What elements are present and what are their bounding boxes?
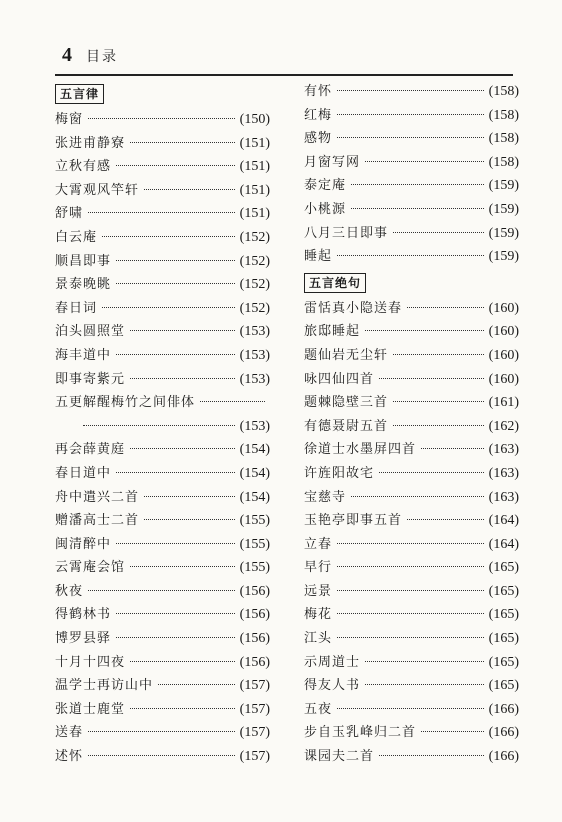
toc-entry-title: 有德聂尉五首 bbox=[304, 418, 389, 434]
toc-entry-page: (158) bbox=[488, 84, 519, 99]
toc-entry-list bbox=[304, 297, 519, 769]
toc-entry bbox=[304, 580, 519, 604]
toc-entry bbox=[304, 533, 519, 557]
toc-entry-page: (160) bbox=[488, 324, 519, 340]
toc-entry-title: 闽清醉中 bbox=[55, 536, 112, 552]
toc-entry bbox=[304, 651, 519, 675]
toc-entry-page: (155) bbox=[239, 536, 270, 552]
toc-entry-page: (165) bbox=[488, 631, 519, 647]
toc-entry-page: (161) bbox=[488, 395, 519, 411]
toc-entry-page: (152) bbox=[239, 277, 270, 293]
toc-entry-page: (151) bbox=[239, 182, 270, 198]
toc-entry-page: (164) bbox=[488, 536, 519, 552]
toc-entry-title: 立秋有感 bbox=[55, 159, 112, 175]
toc-entry bbox=[304, 222, 519, 246]
dot-leader bbox=[407, 307, 484, 308]
toc-entry-page: (156) bbox=[239, 607, 270, 623]
toc-entry-title: 宝慈寺 bbox=[304, 489, 347, 505]
toc-entry-page: (151) bbox=[239, 206, 270, 222]
toc-entry bbox=[304, 603, 519, 627]
toc-entry-title: 十月十四夜 bbox=[55, 654, 126, 670]
toc-entry-title: 春日道中 bbox=[55, 465, 112, 481]
toc-entry-page: (163) bbox=[488, 489, 519, 505]
toc-left-column bbox=[55, 80, 270, 769]
toc-entry-title: 张进甫静寮 bbox=[55, 135, 126, 151]
toc-entry-page: (152) bbox=[239, 253, 270, 269]
dot-leader bbox=[379, 755, 484, 756]
toc-entry-title: 赠潘高士二首 bbox=[55, 513, 140, 529]
toc-entry bbox=[55, 132, 270, 156]
toc-entry-page: (159) bbox=[488, 201, 519, 217]
toc-entry-title: 玉艳亭即事五首 bbox=[304, 513, 403, 529]
toc-entry-page: (152) bbox=[239, 300, 270, 316]
toc-entry bbox=[304, 509, 519, 533]
toc-entry bbox=[304, 127, 519, 151]
dot-leader bbox=[337, 137, 484, 138]
toc-entry bbox=[304, 462, 519, 486]
toc-entry-title: 舒啸 bbox=[55, 206, 84, 222]
dot-leader bbox=[337, 637, 484, 638]
dot-leader bbox=[421, 448, 484, 449]
toc-entry bbox=[55, 462, 270, 486]
dot-leader bbox=[116, 165, 235, 166]
dot-leader bbox=[130, 661, 235, 662]
toc-entry-title: 海丰道中 bbox=[55, 347, 112, 363]
dot-leader bbox=[379, 378, 484, 379]
section-heading bbox=[55, 80, 270, 108]
toc-entry-page: (159) bbox=[488, 249, 519, 265]
toc-right-column bbox=[304, 80, 519, 769]
dot-leader bbox=[102, 307, 235, 308]
toc-entry bbox=[304, 198, 519, 222]
toc-entry bbox=[55, 651, 270, 675]
toc-entry bbox=[304, 698, 519, 722]
toc-entry-title: 早行 bbox=[304, 560, 333, 576]
toc-entry-page: (154) bbox=[239, 465, 270, 481]
dot-leader bbox=[337, 255, 484, 256]
section-heading bbox=[304, 269, 519, 297]
toc-entry-page: (164) bbox=[488, 513, 519, 529]
toc-entry bbox=[55, 155, 270, 179]
toc-entry bbox=[55, 297, 270, 321]
dot-leader bbox=[102, 236, 235, 237]
toc-entry-page: (155) bbox=[239, 513, 270, 529]
dot-leader bbox=[337, 114, 484, 115]
dot-leader bbox=[116, 260, 235, 261]
toc-entry bbox=[304, 391, 519, 415]
toc-entry bbox=[55, 368, 270, 392]
dot-leader bbox=[337, 590, 484, 591]
dot-leader bbox=[200, 401, 265, 402]
dot-leader bbox=[144, 519, 235, 520]
toc-entry-page: (159) bbox=[488, 178, 519, 194]
dot-leader bbox=[393, 401, 484, 402]
toc-entry-title: 许旌阳故宅 bbox=[304, 465, 375, 481]
toc-entry-title: 顺昌即事 bbox=[55, 253, 112, 269]
toc-entry-page: (165) bbox=[488, 607, 519, 623]
dot-leader bbox=[116, 613, 235, 614]
toc-entry-title: 有怀 bbox=[304, 84, 333, 99]
toc-entry-title: 博罗县驿 bbox=[55, 631, 112, 647]
toc-entry bbox=[55, 721, 270, 745]
toc-entry-page: (158) bbox=[488, 131, 519, 147]
toc-entry-page: (160) bbox=[488, 347, 519, 363]
toc-entry-title: 立春 bbox=[304, 536, 333, 552]
dot-leader bbox=[421, 731, 484, 732]
toc-entry-page: (154) bbox=[239, 489, 270, 505]
header-title: 目录 bbox=[86, 49, 118, 65]
dot-leader bbox=[393, 354, 484, 355]
toc-entry-title: 江头 bbox=[304, 631, 333, 647]
toc-entry-page: (158) bbox=[488, 107, 519, 123]
toc-entry-page: (159) bbox=[488, 225, 519, 241]
toc-entry-title: 张道士鹿堂 bbox=[55, 701, 126, 717]
toc-entry-page: (165) bbox=[488, 583, 519, 599]
dot-leader bbox=[351, 184, 484, 185]
toc-entry bbox=[55, 391, 270, 415]
toc-entry-title: 秋夜 bbox=[55, 583, 84, 599]
dot-leader bbox=[144, 189, 235, 190]
toc-entry bbox=[55, 509, 270, 533]
page-number: 4 bbox=[62, 44, 72, 66]
toc-entry-title: 睡起 bbox=[304, 249, 333, 265]
dot-leader bbox=[130, 708, 235, 709]
dot-leader bbox=[88, 755, 235, 756]
toc-entry-title: 题棘隐壁三首 bbox=[304, 395, 389, 411]
dot-leader bbox=[88, 590, 235, 591]
toc-entry-page: (160) bbox=[488, 371, 519, 387]
toc-entry-title: 课园夫二首 bbox=[304, 749, 375, 765]
toc-entry-title: 五更解醒梅竹之间俳体 bbox=[55, 395, 196, 411]
dot-leader bbox=[365, 330, 484, 331]
toc-entry-page: (163) bbox=[488, 465, 519, 481]
toc-entry-page: (166) bbox=[488, 701, 519, 717]
toc-entry-title: 即事寄紫元 bbox=[55, 371, 126, 387]
toc-entry bbox=[304, 80, 519, 104]
toc-entry bbox=[55, 533, 270, 557]
dot-leader bbox=[83, 425, 235, 426]
toc-entry bbox=[304, 486, 519, 510]
toc-entry bbox=[304, 745, 519, 769]
toc-entry-page: (166) bbox=[488, 725, 519, 741]
toc-entry-title: 景泰晚眺 bbox=[55, 277, 112, 293]
toc-entry bbox=[55, 415, 270, 439]
toc-entry-title: 白云庵 bbox=[55, 229, 98, 245]
toc-entry-title: 得鹤林书 bbox=[55, 607, 112, 623]
dot-leader bbox=[393, 425, 484, 426]
toc-entry-page: (155) bbox=[239, 560, 270, 576]
toc-entry-title: 咏四仙四首 bbox=[304, 371, 375, 387]
toc-entry bbox=[304, 415, 519, 439]
toc-entry bbox=[55, 745, 270, 769]
dot-leader bbox=[116, 472, 235, 473]
toc-entry bbox=[55, 438, 270, 462]
dot-leader bbox=[379, 472, 484, 473]
toc-entry-page: (152) bbox=[239, 229, 270, 245]
toc-entry bbox=[55, 202, 270, 226]
section-title: 五言绝句 bbox=[304, 273, 366, 293]
dot-leader bbox=[158, 684, 235, 685]
dot-leader bbox=[351, 496, 484, 497]
toc-entry-page: (157) bbox=[239, 701, 270, 717]
toc-entry bbox=[304, 556, 519, 580]
toc-entry bbox=[304, 627, 519, 651]
dot-leader bbox=[337, 566, 484, 567]
dot-leader bbox=[88, 731, 235, 732]
dot-leader bbox=[116, 354, 235, 355]
toc-entry-list bbox=[55, 108, 270, 769]
dot-leader bbox=[407, 519, 484, 520]
toc-entry-list bbox=[304, 80, 519, 269]
toc-entry-title: 再会薛黄庭 bbox=[55, 442, 126, 458]
toc-entry bbox=[304, 368, 519, 392]
dot-leader bbox=[130, 330, 235, 331]
page-header bbox=[62, 44, 118, 67]
toc-entry-title: 泰定庵 bbox=[304, 178, 347, 194]
toc-entry-title: 大霄观风竿轩 bbox=[55, 182, 140, 198]
dot-leader bbox=[337, 613, 484, 614]
toc-entry-page: (153) bbox=[239, 324, 270, 340]
toc-entry bbox=[55, 226, 270, 250]
toc-entry bbox=[55, 250, 270, 274]
toc-entry-title: 春日词 bbox=[55, 300, 98, 316]
toc-entry-page: (150) bbox=[239, 112, 270, 127]
toc-entry bbox=[55, 580, 270, 604]
dot-leader bbox=[116, 283, 235, 284]
toc-entry-title: 远景 bbox=[304, 583, 333, 599]
dot-leader bbox=[130, 448, 235, 449]
dot-leader bbox=[144, 496, 235, 497]
section-title: 五言律 bbox=[55, 84, 104, 104]
toc-entry-page: (156) bbox=[239, 631, 270, 647]
dot-leader bbox=[88, 118, 235, 119]
toc-entry-title: 梅花 bbox=[304, 607, 333, 623]
toc-entry bbox=[304, 104, 519, 128]
header-rule bbox=[55, 74, 513, 76]
dot-leader bbox=[337, 708, 484, 709]
dot-leader bbox=[337, 543, 484, 544]
toc-entry-title: 得友人书 bbox=[304, 678, 361, 694]
toc-entry bbox=[304, 438, 519, 462]
toc-entry bbox=[55, 486, 270, 510]
toc-entry-page: (158) bbox=[488, 154, 519, 170]
toc-entry-title: 泊头圆照堂 bbox=[55, 324, 126, 340]
toc-entry-page: (156) bbox=[239, 654, 270, 670]
toc-entry-title: 步自玉乳峰归二首 bbox=[304, 725, 417, 741]
toc-entry-title: 题仙岩无尘轩 bbox=[304, 347, 389, 363]
toc-entry-title: 舟中遣兴二首 bbox=[55, 489, 140, 505]
toc-entry-title: 红梅 bbox=[304, 107, 333, 123]
toc-entry bbox=[55, 674, 270, 698]
toc-entry bbox=[304, 344, 519, 368]
toc-entry-title: 八月三日即事 bbox=[304, 225, 389, 241]
dot-leader bbox=[130, 566, 235, 567]
toc-entry-page: (160) bbox=[488, 300, 519, 316]
toc-entry-title: 感物 bbox=[304, 131, 333, 147]
toc-entry-page: (163) bbox=[488, 442, 519, 458]
toc-entry-page: (165) bbox=[488, 560, 519, 576]
toc-entry bbox=[304, 721, 519, 745]
toc-entry-title: 送春 bbox=[55, 725, 84, 741]
toc-entry-title: 云霄庵会馆 bbox=[55, 560, 126, 576]
dot-leader bbox=[130, 378, 235, 379]
toc-entry bbox=[55, 273, 270, 297]
dot-leader bbox=[351, 208, 484, 209]
toc-entry-title: 旅邸睡起 bbox=[304, 324, 361, 340]
toc-entry-page: (156) bbox=[239, 583, 270, 599]
toc-entry-page: (165) bbox=[488, 678, 519, 694]
toc-entry bbox=[304, 151, 519, 175]
toc-entry bbox=[55, 603, 270, 627]
toc-entry-title: 温学士再访山中 bbox=[55, 678, 154, 694]
toc-entry bbox=[55, 556, 270, 580]
toc-entry-page: (157) bbox=[239, 749, 270, 765]
dot-leader bbox=[116, 637, 235, 638]
toc-entry-title: 徐道士水墨屏四首 bbox=[304, 442, 417, 458]
toc-entry-page: (153) bbox=[239, 418, 270, 434]
toc-entry-title: 梅窗 bbox=[55, 112, 84, 127]
toc-entry-page: (162) bbox=[488, 418, 519, 434]
toc-entry-page: (157) bbox=[239, 725, 270, 741]
toc-entry-page: (151) bbox=[239, 135, 270, 151]
toc-entry bbox=[304, 297, 519, 321]
toc-entry bbox=[55, 698, 270, 722]
toc-entry-title: 雷恬真小隐送春 bbox=[304, 300, 403, 316]
toc-entry-title: 小桃源 bbox=[304, 201, 347, 217]
dot-leader bbox=[365, 661, 484, 662]
dot-leader bbox=[130, 142, 235, 143]
toc-entry bbox=[304, 174, 519, 198]
toc-entry bbox=[304, 674, 519, 698]
toc-entry bbox=[55, 179, 270, 203]
toc-entry bbox=[55, 344, 270, 368]
toc-entry-page: (153) bbox=[239, 371, 270, 387]
dot-leader bbox=[88, 212, 235, 213]
dot-leader bbox=[365, 161, 484, 162]
dot-leader bbox=[116, 543, 235, 544]
dot-leader bbox=[365, 684, 484, 685]
toc-entry-page: (151) bbox=[239, 159, 270, 175]
toc-entry-title: 五夜 bbox=[304, 701, 333, 717]
toc-entry-page: (154) bbox=[239, 442, 270, 458]
toc-entry-title: 述怀 bbox=[55, 749, 84, 765]
toc-entry-page: (157) bbox=[239, 678, 270, 694]
toc-entry-page: (153) bbox=[239, 347, 270, 363]
toc-entry bbox=[55, 108, 270, 132]
toc-entry bbox=[55, 627, 270, 651]
toc-entry-page: (166) bbox=[488, 749, 519, 765]
toc-entry-title: 示周道士 bbox=[304, 654, 361, 670]
toc-entry-page: (165) bbox=[488, 654, 519, 670]
toc-entry bbox=[304, 320, 519, 344]
toc-entry bbox=[55, 320, 270, 344]
dot-leader bbox=[393, 232, 484, 233]
toc-entry-title: 月窗写网 bbox=[304, 154, 361, 170]
toc-entry bbox=[304, 245, 519, 269]
dot-leader bbox=[337, 90, 484, 91]
